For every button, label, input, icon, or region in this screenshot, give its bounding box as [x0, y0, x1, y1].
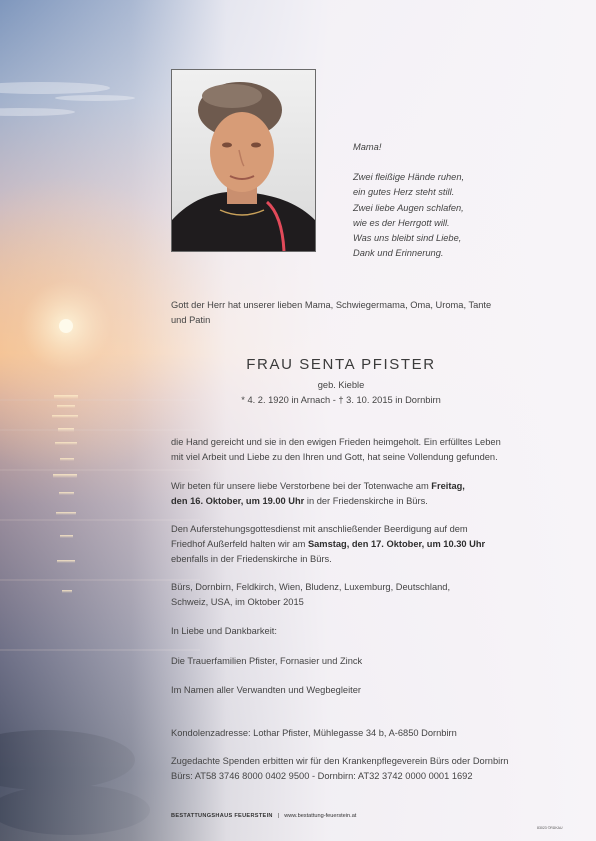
wake-location: in der Friedenskirche in Bürs. [304, 496, 428, 507]
wake-datetime: den 16. Oktober, um 19.00 Uhr [171, 496, 305, 507]
body-line: mit viel Arbeit und Liebe zu den Ihren und Gott, hat seine Vollendung gefunden. [171, 452, 498, 463]
donation-info [171, 754, 508, 784]
relatives-line [171, 683, 361, 698]
poem-line: Zwei fleißige Hände ruhen, [353, 172, 465, 183]
places-line: Bürs, Dornbirn, Feldkirch, Wien, Bludenz, Luxemburg, Deutschland, [171, 582, 451, 592]
poem [353, 140, 464, 261]
funeral-notice [171, 522, 485, 568]
wake-line [171, 479, 465, 494]
life-dates: * 4. 2. 1920 in Arnach - † 3. 10. 2015 in Dornbirn [241, 395, 441, 405]
intro-line: und Patin [171, 315, 211, 326]
donation-line: Bürs: AT58 3746 8000 0402 9500 - Dornbirn: AT32 3742 0000 0001 1692 [171, 771, 473, 782]
website-link[interactable]: www.bestattung-feuerstein.at [284, 813, 357, 819]
condolence-text: Kondolenzadresse: Lothar Pfister, Mühlegasse 34 b, A-6850 Dornbirn [171, 728, 457, 738]
poem-line: Was uns bleibt sind Liebe, [353, 233, 462, 244]
funeral-text: Friedhof Außerfeld halten wir am [171, 539, 308, 550]
poem-line: ein gutes Herz steht still. [353, 187, 455, 198]
poem-line: Zwei liebe Augen schlafen, [353, 202, 464, 213]
places-line: Schweiz, USA, im Oktober 2015 [171, 597, 304, 608]
birth-name: geb. Kieble [317, 380, 365, 390]
donation-line: Zugedachte Spenden erbitten wir für den Krankenpflegeverein Bürs oder Dornbirn [171, 756, 509, 766]
body-paragraph [171, 435, 501, 465]
poem-line: Dank und Erinnerung. [353, 248, 444, 259]
condolence-address [171, 726, 457, 741]
intro-line: Gott der Herr hat unserer lieben Mama, Schwiegermama, Oma, Uroma, Tante [171, 300, 492, 310]
funeral-home-name: BESTATTUNGSHAUS FEUERSTEIN [171, 813, 273, 819]
portrait-photo [171, 69, 316, 252]
intro-text [171, 298, 491, 328]
footer [171, 813, 356, 819]
wake-day: Freitag, [431, 481, 465, 491]
love-text: In Liebe und Dankbarkeit: [171, 626, 277, 636]
body-line: die Hand gereicht und sie in den ewigen Frieden heimgeholt. Ein erfülltes Leben [171, 437, 501, 447]
funeral-line: Den Auferstehungsgottesdienst mit anschließender Beerdigung auf dem [171, 524, 468, 534]
love-line [171, 624, 277, 639]
footer-separator: | [277, 813, 280, 819]
poem-line: wie es der Herrgott will. [353, 217, 450, 228]
wake-line [171, 494, 465, 509]
families-line [171, 654, 362, 669]
funeral-line [171, 537, 485, 552]
places-date [171, 580, 450, 610]
funeral-line: ebenfalls in der Friedenskirche in Bürs. [171, 554, 332, 565]
print-code: 83023 ©RÜKAU [537, 826, 563, 830]
families-text: Die Trauerfamilien Pfister, Fornasier und Zinck [171, 656, 363, 666]
wake-notice [171, 479, 465, 509]
deceased-name: FRAU SENTA PFISTER [246, 356, 436, 373]
poem-salutation: Mama! [353, 142, 382, 152]
wake-text: Wir beten für unsere liebe Verstorbene bei der Totenwache am [171, 481, 432, 491]
relatives-text: Im Namen aller Verwandten und Wegbegleiter [171, 685, 362, 695]
funeral-datetime: Samstag, den 17. Oktober, um 10.30 Uhr [307, 539, 486, 550]
